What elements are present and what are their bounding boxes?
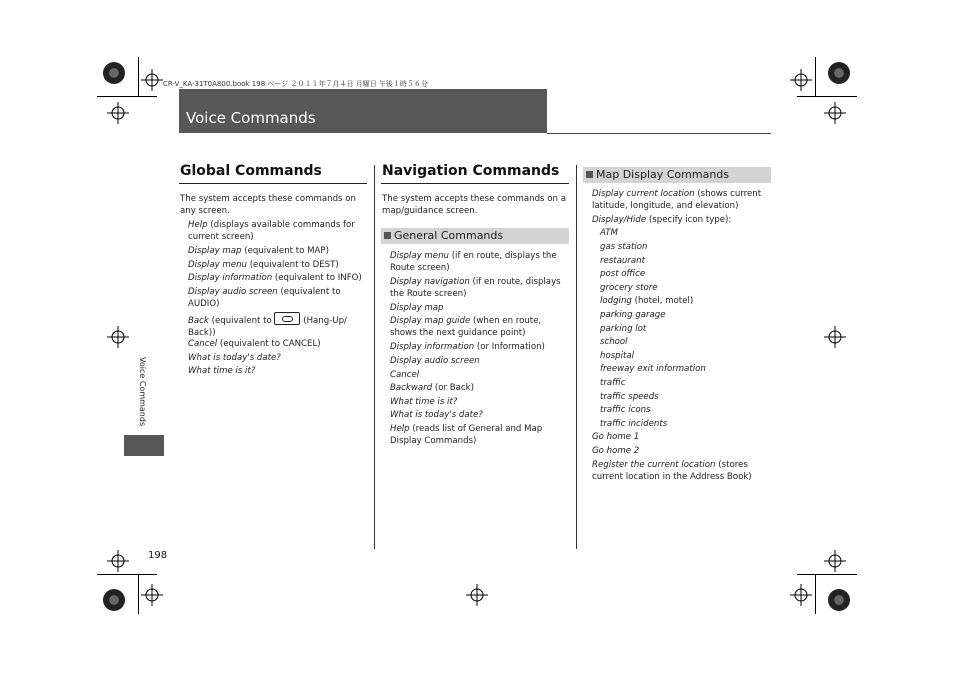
command-item: [188, 259, 364, 271]
command-name: What is today's date?: [188, 353, 281, 363]
heading-rule: [381, 183, 569, 184]
command-name: What is today's date?: [390, 410, 483, 420]
side-tab-label: Voice Commands: [138, 357, 147, 427]
command-item: [600, 404, 768, 416]
command-name: Help: [188, 220, 208, 230]
command-item: [390, 355, 566, 367]
command-item: [600, 227, 768, 239]
command-note: (shows current latitude, longitude, and elevation): [592, 189, 762, 211]
command-name: Go home 1: [592, 432, 640, 442]
command-item: [188, 286, 364, 310]
command-item: [390, 276, 566, 300]
navigation-commands-heading: Navigation Commands: [382, 163, 560, 179]
navigation-intro: The system accepts these commands on a map/guidance screen.: [382, 194, 566, 216]
command-item: [390, 302, 566, 314]
command-name: Display map guide: [390, 316, 471, 326]
command-item: [188, 365, 364, 377]
title-rule: [547, 133, 771, 134]
command-name: What time is it?: [390, 397, 458, 407]
square-bullet-icon: [586, 171, 593, 178]
command-name: freeway exit information: [600, 364, 706, 374]
command-name: Back: [188, 316, 209, 326]
command-item: [390, 423, 566, 447]
command-item: [390, 409, 566, 421]
command-item: [600, 282, 768, 294]
command-note: (equivalent to MAP): [241, 246, 329, 256]
registration-dot-icon: [103, 589, 125, 611]
command-item: [390, 315, 566, 339]
command-name: Cancel: [188, 339, 218, 349]
command-name: Help: [390, 424, 410, 434]
command-item: [600, 309, 768, 321]
command-name: parking lot: [600, 324, 647, 334]
heading-rule: [179, 183, 367, 184]
command-name: traffic incidents: [600, 419, 668, 429]
command-item: [188, 312, 364, 339]
side-tab-marker: [124, 435, 164, 456]
command-name: Display information: [188, 273, 273, 283]
command-item: [600, 323, 768, 335]
square-bullet-icon: [384, 232, 391, 239]
command-name: Cancel: [390, 370, 420, 380]
command-name: restaurant: [600, 256, 645, 266]
command-name: grocery store: [600, 283, 658, 293]
command-name: traffic icons: [600, 405, 651, 415]
registration-dot-icon: [828, 62, 850, 84]
command-item: [390, 250, 566, 274]
command-item: [592, 445, 768, 457]
command-item: [390, 341, 566, 353]
command-name: Go home 2: [592, 446, 640, 456]
command-name: Display navigation: [390, 277, 470, 287]
command-note: (if en route, displays the Route screen): [390, 251, 557, 273]
command-item: [600, 391, 768, 403]
command-name: Display menu: [188, 260, 247, 270]
command-item: [600, 295, 768, 307]
command-note: (when en route, shows the next guidance point): [390, 316, 542, 338]
command-name: Backward: [390, 383, 433, 393]
command-note: (if en route, displays the Route screen): [390, 277, 561, 299]
command-note: (equivalent to: [208, 316, 275, 326]
hang-up-back-button-icon: [274, 312, 300, 325]
command-name: Display information: [390, 342, 475, 352]
command-name: traffic speeds: [600, 392, 659, 402]
command-item: [600, 377, 768, 389]
command-name: Display menu: [390, 251, 449, 261]
command-item: [390, 396, 566, 408]
command-note: (or Information): [474, 342, 545, 352]
command-name: Display current location: [592, 189, 695, 199]
command-note: (equivalent to AUDIO): [188, 287, 341, 309]
command-item: [600, 268, 768, 280]
command-note: (displays available commands for current screen): [188, 220, 355, 242]
command-item: [188, 219, 364, 243]
command-name: hospital: [600, 351, 635, 361]
command-note: (Hang-Up/ Back)): [188, 316, 347, 338]
command-name: What time is it?: [188, 366, 256, 376]
registration-dot-icon: [103, 62, 125, 84]
command-name: ATM: [600, 228, 618, 238]
command-note: (or Back): [432, 383, 474, 393]
section-title-bar: [179, 89, 547, 133]
command-name: Display map: [188, 246, 242, 256]
command-item: [188, 338, 364, 350]
command-note: (specify icon type):: [646, 215, 732, 225]
command-item: [600, 363, 768, 375]
command-name: Register the current location: [592, 460, 716, 470]
command-name: post office: [600, 269, 646, 279]
command-item: [600, 241, 768, 253]
command-note: (equivalent to CANCEL): [217, 339, 321, 349]
command-item: [592, 188, 768, 212]
command-item: [188, 245, 364, 257]
command-item: [592, 214, 768, 226]
map-display-commands-subhead: Map Display Commands: [583, 167, 771, 183]
command-item: [390, 369, 566, 381]
command-item: [592, 431, 768, 443]
command-note: (stores current location in the Address Book): [592, 460, 752, 482]
command-note: (equivalent to INFO): [272, 273, 362, 283]
command-item: [390, 382, 566, 394]
command-name: Display audio screen: [390, 356, 480, 366]
command-note: (equivalent to DEST): [246, 260, 339, 270]
command-name: lodging: [600, 296, 632, 306]
command-item: [592, 459, 768, 483]
general-commands-subhead: General Commands: [381, 228, 569, 244]
registration-dot-icon: [828, 589, 850, 611]
command-note: (hotel, motel): [631, 296, 694, 306]
column-divider: [374, 165, 375, 549]
command-name: Display/Hide: [592, 215, 647, 225]
command-name: parking garage: [600, 310, 666, 320]
command-item: [600, 336, 768, 348]
command-name: gas station: [600, 242, 648, 252]
global-intro: The system accepts these commands on any screen.: [180, 194, 356, 216]
command-name: Display audio screen: [188, 287, 278, 297]
command-item: [600, 255, 768, 267]
command-item: [600, 350, 768, 362]
command-item: [188, 352, 364, 364]
command-name: traffic: [600, 378, 626, 388]
global-commands-heading: Global Commands: [180, 163, 322, 179]
command-item: [188, 272, 364, 284]
command-note: (reads list of General and Map Display Commands): [390, 424, 543, 446]
column-divider: [576, 165, 577, 549]
command-item: [600, 418, 768, 430]
command-name: school: [600, 337, 628, 347]
page-number: 198: [148, 550, 168, 561]
print-header: CR-V_KA-31T0A800.book 198 ページ ２０１１年７月４日 月曜日 午後１時５６分: [163, 80, 428, 88]
section-title: Voice Commands: [186, 109, 316, 127]
command-name: Display map: [390, 303, 444, 313]
